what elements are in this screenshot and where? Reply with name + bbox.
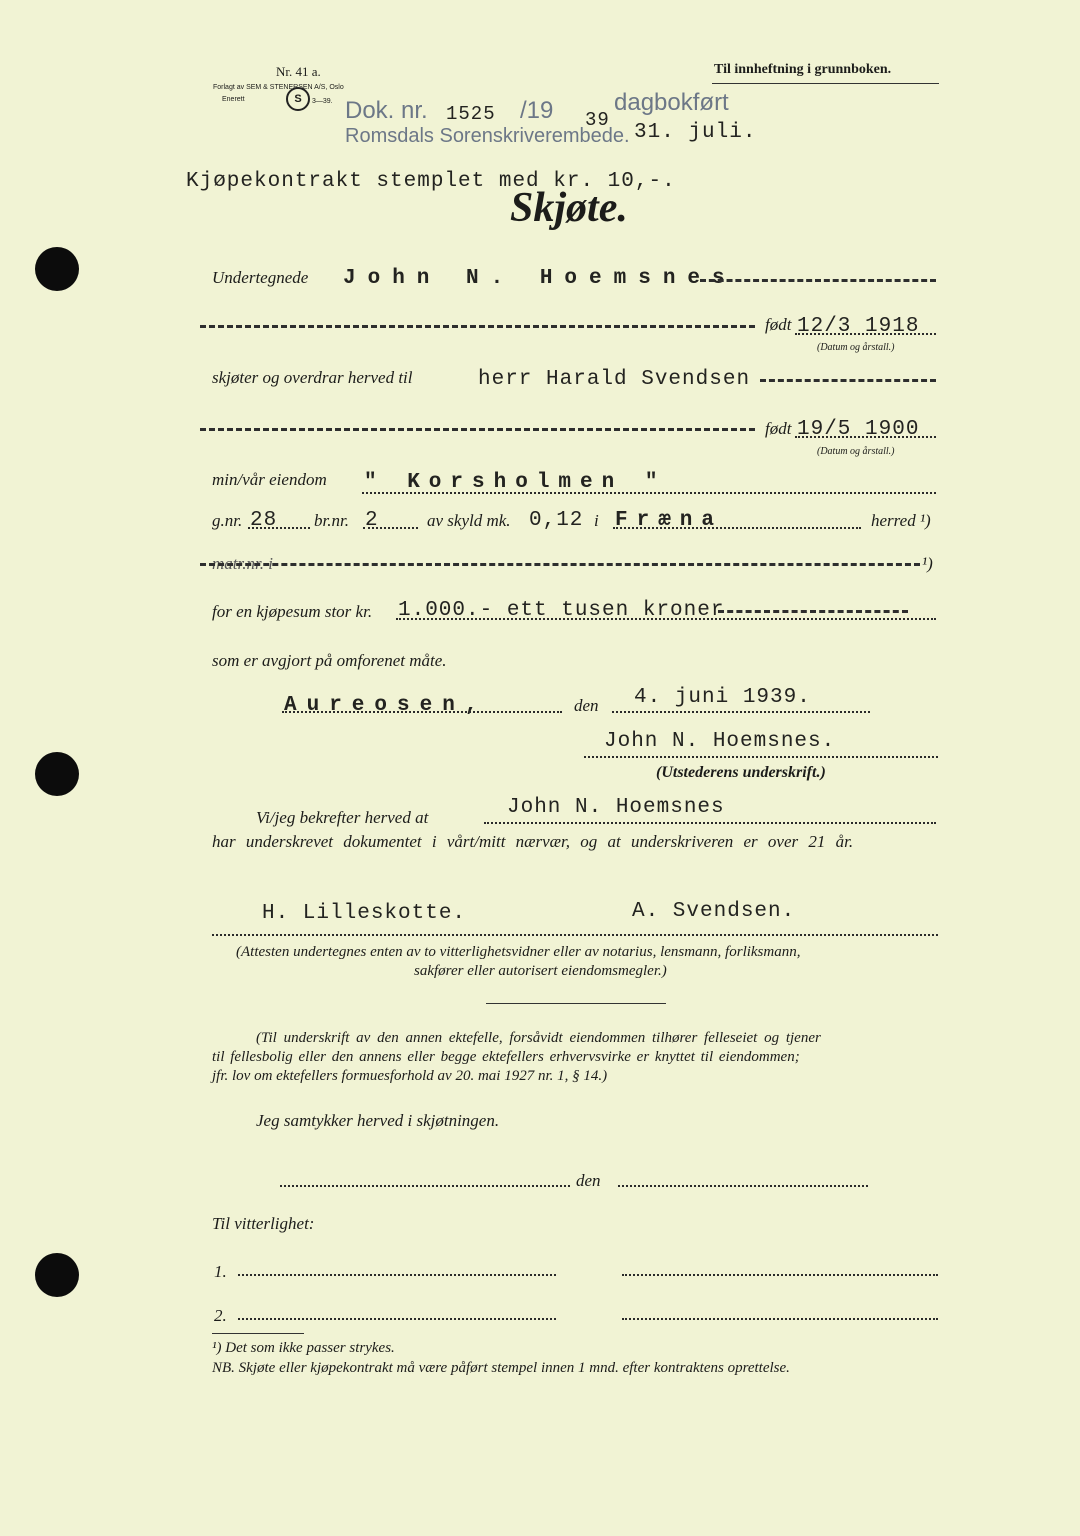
brnr-value: 2	[365, 509, 379, 532]
herred-value: Fræna	[615, 509, 724, 532]
stamp-dagbokfort: dagbokført	[614, 89, 729, 116]
property-name: " Korsholmen "	[364, 471, 667, 494]
publisher-date: 3—39.	[312, 98, 333, 105]
vitterlighet-label: Til vitterlighet:	[212, 1214, 315, 1233]
consent-date-line	[618, 1185, 868, 1187]
seller-dash	[700, 279, 936, 282]
witness-line	[212, 934, 938, 936]
stamp-office: Romsdals Sorenskriverembede.	[345, 125, 630, 147]
stamp-date: 31. juli.	[634, 121, 757, 144]
publisher-line: Forlagt av SEM & STENERSEN A/S, Oslo	[213, 84, 344, 91]
avgjort-text: som er avgjort på omforenet måte.	[212, 651, 447, 670]
spouse-note-2: til fellesbolig eller den annens eller begge ektefellers erhvervsvirke er knyttet til eiendommen;	[212, 1049, 800, 1065]
signing-date: 4. juni 1939.	[634, 686, 811, 709]
gnr-value: 28	[250, 509, 278, 532]
confirm-name-line	[484, 822, 936, 824]
consent-den-label: den	[576, 1171, 601, 1190]
binding-note-underline	[712, 83, 939, 84]
buyer-dash	[760, 379, 936, 382]
consent-place-line	[280, 1185, 570, 1187]
confirm-rest: har underskrevet dokumentet i vårt/mitt nærvær, og at underskriveren er over 21 år.	[212, 832, 854, 851]
footnote-divider	[212, 1333, 304, 1334]
confirm-name: John N. Hoemsnes	[507, 796, 725, 819]
brnr-line	[363, 527, 418, 529]
witness-1-signature: H. Lilleskotte.	[262, 902, 467, 925]
seller-dob-line	[795, 333, 936, 335]
buyer-dob: 19/5 1900	[797, 418, 920, 441]
buyer-dob-line	[795, 436, 936, 438]
confirm-prefix: Vi/jeg bekrefter herved at	[256, 808, 429, 827]
spouse-note-1: (Til underskrift av den annen ektefelle, forsåvidt eiendommen tilhører felleseiet og tjener	[256, 1030, 821, 1046]
stamp-year-prefix: /19	[520, 97, 554, 124]
witness-2-signature: A. Svendsen.	[632, 900, 796, 923]
kjopesum-label: for en kjøpesum stor kr.	[212, 602, 373, 621]
publisher-logo: S	[286, 87, 310, 111]
property-line	[362, 492, 936, 494]
vitterlighet-line-2a	[238, 1318, 556, 1320]
document-title: Skjøte.	[510, 185, 628, 231]
publisher-enerett: Enerett	[222, 96, 245, 103]
matr-strike-dash	[200, 563, 920, 566]
stamp-dok-number: 1525	[446, 103, 496, 125]
stamp-year-suffix: 39	[585, 109, 610, 131]
issuer-signature-line	[584, 756, 938, 758]
witness-note-2: sakfører eller autorisert eiendomsmegler.)	[414, 963, 667, 979]
kjopesum-dash	[718, 610, 908, 613]
vitterlighet-number-2: 2.	[214, 1306, 227, 1325]
signing-place-line	[282, 711, 562, 713]
signing-date-line	[612, 711, 870, 713]
footnote-nb: NB. Skjøte eller kjøpekontrakt må være påført stempel innen 1 mnd. efter kontraktens oprettelse.	[212, 1360, 790, 1376]
consent-text: Jeg samtykker herved i skjøtningen.	[256, 1111, 500, 1130]
vitterlighet-line-1b	[622, 1274, 938, 1276]
punch-hole-middle	[35, 752, 79, 796]
signing-den-label: den	[574, 696, 599, 715]
buyer-name: herr Harald Svendsen	[478, 368, 751, 391]
skyld-label: av skyld mk.	[427, 511, 511, 530]
gnr-label: g.nr.	[212, 511, 243, 530]
brnr-label: br.nr.	[314, 511, 349, 530]
gnr-line	[248, 527, 310, 529]
eiendom-label: min/vår eiendom	[212, 470, 327, 489]
spouse-note-3: jfr. lov om ektefellers formuesforhold av 20. mai 1927 nr. 1, § 14.)	[212, 1068, 608, 1084]
binding-note: Til innheftning i grunnboken.	[714, 62, 892, 77]
punch-hole-bottom	[35, 1253, 79, 1297]
section-divider	[486, 1003, 666, 1004]
kjopesum-value: 1.000.- ett tusen kroner	[398, 599, 725, 622]
matr-footref: ¹)	[922, 554, 933, 573]
footnote-1: ¹) Det som ikke passer strykes.	[212, 1340, 395, 1356]
punch-hole-top	[35, 247, 79, 291]
vitterlighet-number-1: 1.	[214, 1262, 227, 1281]
seller-name: John N. Hoemsnes	[343, 267, 737, 290]
i-label: i	[594, 511, 599, 530]
witness-note-1: (Attesten undertegnes enten av to vitterlighetsvidner eller av notarius, lensmann, forliksmann,	[236, 944, 801, 960]
matr-struck-text: matr.nr. i	[212, 554, 273, 573]
seller-datum-hint: (Datum og årstall.)	[817, 342, 895, 353]
buyer-line2-dash	[200, 428, 755, 431]
form-number: Nr. 41 a.	[276, 64, 321, 79]
vitterlighet-line-1a	[238, 1274, 556, 1276]
seller-line2-dash	[200, 325, 755, 328]
seller-fodt-label: født	[765, 315, 792, 334]
signing-place: Aureosen,	[284, 694, 488, 717]
buyer-datum-hint: (Datum og årstall.)	[817, 446, 895, 457]
stamp-note: Kjøpekontrakt stemplet med kr. 10,-.	[186, 170, 676, 193]
herred-line	[613, 527, 861, 529]
herred-label: herred ¹)	[871, 511, 931, 530]
issuer-signature-caption: (Utstederens underskrift.)	[656, 764, 826, 781]
seller-dob: 12/3 1918	[797, 315, 920, 338]
skyld-value: 0,12	[529, 509, 584, 532]
issuer-signature: John N. Hoemsnes.	[604, 730, 836, 753]
undertegnede-label: Undertegnede	[212, 268, 309, 287]
kjopesum-line	[396, 618, 936, 620]
buyer-fodt-label: født	[765, 419, 792, 438]
vitterlighet-line-2b	[622, 1318, 938, 1320]
skjoter-label: skjøter og overdrar herved til	[212, 368, 413, 387]
stamp-dok-label: Dok. nr.	[345, 97, 428, 124]
